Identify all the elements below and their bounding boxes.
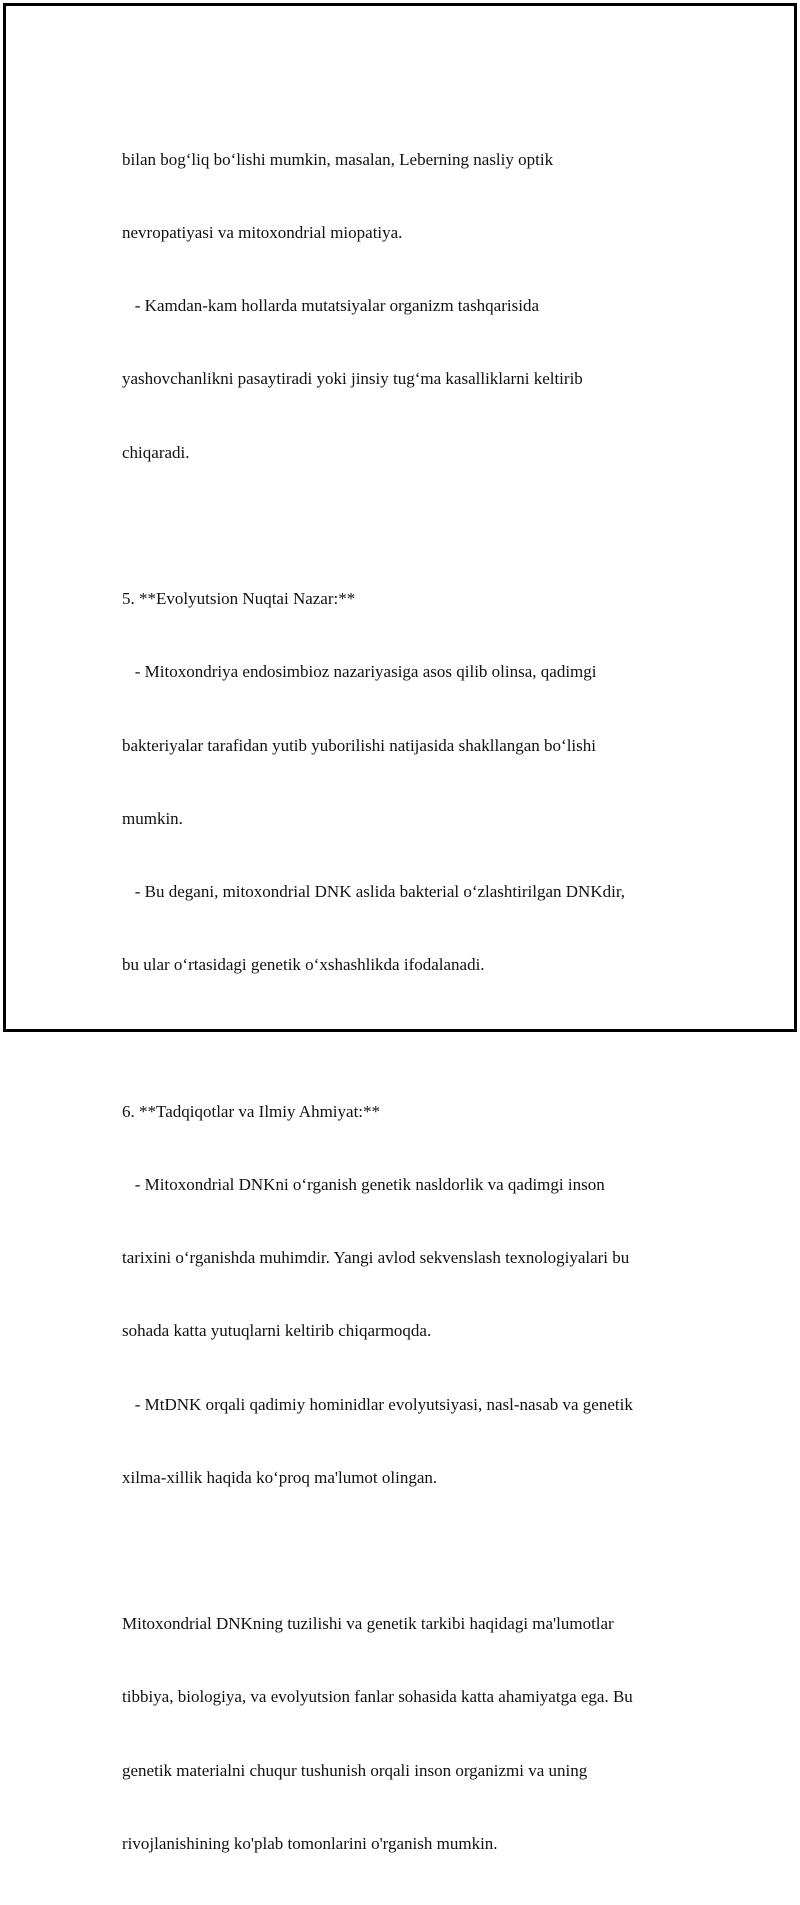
text-line: tibbiya, biologiya, va evolyutsion fanlar sohasida katta ahamiyatga ega. Bu [122,1687,633,1707]
paragraph-evolutionary [122,538,692,1026]
text-line: - Mitoxondriya endosimbioz nazariyasiga asos qilib olinsa, qadimgi [122,662,597,682]
paragraph-conclusion [122,1563,692,1905]
paragraph-mutations [122,99,692,514]
text-line: - Mitoxondrial DNKni o‘rganish genetik nasldorlik va qadimgi inson [122,1174,605,1194]
text-line: - MtDNK orqali qadimiy hominidlar evolyutsiyasi, nasl-nasab va genetik [122,1394,633,1414]
paragraph-gap [122,1026,692,1050]
text-line: tarixini o‘rganishda muhimdir. Yangi avlod sekvenslash texnologiyalari bu [122,1248,630,1268]
paragraph-gap [122,514,692,538]
text-line: xilma-xillik haqida ko‘proq ma'lumot olingan. [122,1467,438,1487]
paragraph-research [122,1051,692,1539]
text-line: mumkin. [122,808,183,828]
text-line: - Bu degani, mitoxondrial DNK aslida bakterial o‘zlashtirilgan DNKdir, [122,881,626,901]
text-line: yashovchanlikni pasaytiradi yoki jinsiy tug‘ma kasalliklarni keltirib [122,369,583,389]
text-line: bilan bog‘liq bo‘lishi mumkin, masalan, Leberning nasliy optik [122,149,554,169]
text-line: Mitoxondrial DNKning tuzilishi va genetik tarkibi haqidagi ma'lumotlar [122,1614,614,1634]
paragraph-gap [122,1539,692,1563]
text-line: bakteriyalar tarafidan yutib yuborilishi natijasida shakllangan bo‘lishi [122,735,596,755]
text-line: - Kamdan-kam hollarda mutatsiyalar organizm tashqarisida [122,296,539,316]
section-heading: 6. **Tadqiqotlar va Ilmiy Ahmiyat:** [122,1101,381,1121]
text-line: nevropatiyasi va mitoxondrial miopatiya. [122,223,403,243]
text-line: sohada katta yutuqlarni keltirib chiqarmoqda. [122,1321,432,1341]
text-line: chiqaradi. [122,442,190,462]
text-line: genetik materialni chuqur tushunish orqali inson organizmi va uning [122,1760,588,1780]
document-body [122,99,692,1905]
text-line: rivojlanishining ko'plab tomonlarini o'rganish mumkin. [122,1833,498,1853]
page-frame [3,3,797,1853]
text-line: bu ular o‘rtasidagi genetik o‘xshashlikda ifodalanadi. [122,955,485,975]
section-heading: 5. **Evolyutsion Nuqtai Nazar:** [122,589,356,609]
